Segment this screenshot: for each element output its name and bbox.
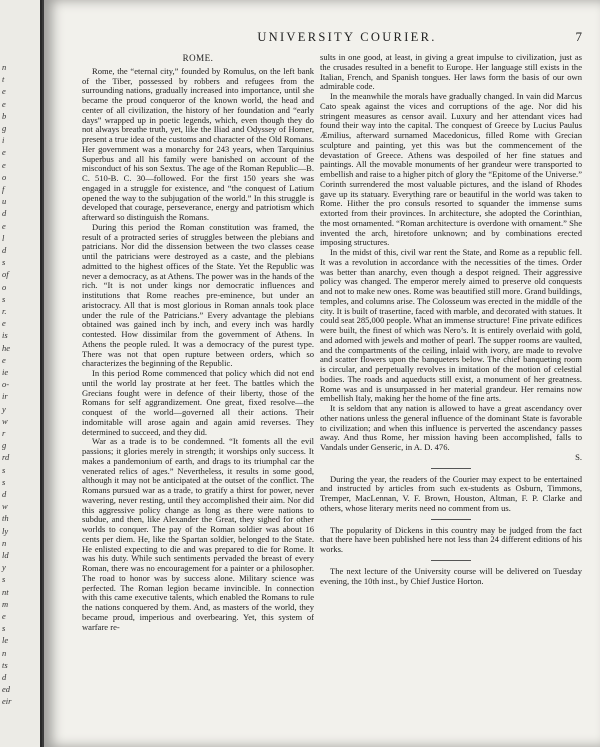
gutter-fragment: d [2, 672, 7, 682]
gutter-fragment: rd [2, 452, 10, 463]
gutter-fragment: he [2, 342, 11, 353]
gutter-fragment: l [2, 232, 5, 243]
gutter-fragment: le [2, 635, 9, 646]
gutter-fragment: m [2, 598, 9, 609]
section-divider [431, 519, 471, 520]
article-paragraph: In this period Rome commenced that policy which did not end until the world lay prostrate at her feet. The battles which the Grecians fought were in defence of their liberty, those of the Romans for self aggrandizement. One great, fixed resolve—the conquest of the world—governed all their actions. Their indomitable will arose again and again amid reverses. They determined to succeed, and they did. [82, 368, 314, 437]
gutter-fragment: b [2, 110, 7, 121]
gutter-fragment: nt [2, 586, 9, 597]
gutter-fragment: ir [2, 391, 8, 402]
section-divider [431, 560, 471, 561]
gutter-fragment: u [2, 196, 7, 207]
gutter-fragment: ed [2, 684, 11, 695]
gutter-fragment: ts [2, 659, 8, 670]
page-number: 7 [575, 29, 582, 44]
gutter-fragment: e [2, 147, 6, 158]
gutter-fragment: w [2, 501, 8, 512]
gutter-fragment: e [2, 159, 6, 170]
article-signature: S. [575, 451, 582, 462]
article-paragraph: sults in one good, at least, in giving a great impulse to civilization, just as the crusades resulted in a benefit to Europe. Her language still exists in the Italian, French, and Spanish tongues. Her laws form the basis of our own admirable code. [320, 52, 582, 92]
gutter-fragment: ld [2, 550, 9, 560]
gutter-fragment: of [2, 269, 9, 280]
notice-contributors: During the year, the readers of the Courier may expect to be entertained and instructed by articles from such ex-students as Osburn, Timmons, Tremper, MacLennan, V. F. Brown, Houston, Altman, F. P. Clarke and others, whose literary merits need no comment from us. [320, 473, 582, 513]
gutter-fragment: o [2, 171, 7, 182]
gutter-fragment: n [2, 647, 7, 658]
gutter-fragment: y [2, 403, 6, 414]
gutter-fragment: s [2, 623, 6, 634]
right-column [320, 53, 582, 586]
gutter-fragment: e [2, 354, 6, 365]
gutter-fragment: e [2, 318, 6, 329]
gutter-fragment: g [2, 123, 7, 133]
article-paragraph: War as a trade is to be condemned. “It foments all the evil passions; it glories merely in strength; it worships only success. It makes a pandemonium of earth, and drags to its triumphal car the venerated relics of ages.” Nevertheless, it results in some good, although it may not be anticipated at the outset of the conflict. The Romans pursued war as a trade, to gratify a thirst for power, never wavering, never resting, until they accomplished their aim. Nor did this aggressive policy change as long as there were nations to subdue, and then, like Alexander the Great, they sighed for other worlds to conquer. The pay of the Roman soldier was about 16 cents per diem. He, like the Spartan soldier, belonged to the State. He enlisted expecting to die and was prepared to die for Rome. It was his duty. While such sentiments pervaded the breast of every Roman, there was no encouragement for a painter or a philosopher. The road to honor was by success alone. Military science was perfected. The Roman legion became invincible. In connection with this came executive talents, which enabled the Romans to rule the nations conquered by them. And, as masters of the world, they became proud, imperious and overbearing. Yet, this system of warfare re- [82, 436, 314, 632]
gutter-fragment: t [2, 74, 5, 85]
article-paragraph: During this period the Roman constitution was framed, the result of a protracted series of struggles between the plebians and patricians. Nor did the dissension between the two classes cease until the patricians were destroyed as a caste, and the plebians admitted to the highest offices of the State. Yet the Republic was never a democracy, as at Athens. The power was in the hands of the rich. “It is not under kings nor democratic influences and institutions that Rome reaches pre-eminence, but under an aristocracy. All that is most glorious in Roman annals took place under the rule of the Patricians.” Every advantage the plebians obtained was gained inch by inch, and every inch was hardly contested. How dissimilar from the government of Athens. In Athens the people ruled. It was a democracy of the purest type. There was not that open rupture between orders, which so characterizes the beginning of the Republic. [82, 221, 314, 369]
gutter-fragment: e [2, 86, 6, 97]
gutter-fragment: s [2, 257, 6, 268]
notice-dickens: The popularity of Dickens in this country may be judged from the fact that there have been published here not less than 24 different editions of his works. [320, 524, 582, 554]
gutter-fragment: i [2, 135, 5, 146]
gutter-fragment: th [2, 513, 9, 524]
page-header [84, 30, 582, 46]
gutter-fragment: s [2, 293, 6, 304]
gutter-fragment: n [2, 62, 7, 72]
newspaper-page [44, 0, 600, 747]
gutter-fragment: eir [2, 696, 12, 707]
section-divider [431, 468, 471, 469]
gutter-fragment: is [2, 330, 8, 341]
gutter-fragment: s [2, 464, 6, 475]
gutter-fragment: e [2, 611, 6, 621]
gutter-fragment: y [2, 562, 6, 573]
article-paragraph: In the meanwhile the morals have gradually changed. In vain did Marcus Cato speak against the vices and corruptions of the age. Nor did his stringent measures as censor avail. Luxury and her attendant vices had found their way into the capital. The conquest of Greece by Lucius Paulus Æmilius, afterward surnamed Macedonicus, filled Rome with Grecian sculpture and painting, yet this was but the commencement of the devastation of Greece. Athens was despoiled of her fine statues and paintings. All the movable monuments of her grandeur were transported to embellish and raise to a higher pitch of glory the “Epitome of the Universe.” Corinth surrendered the most valuable pictures, and the island of Rhodes gave up its statuary. Everything rare or beautiful in the world was taken to Rome. Hither the pro consuls resorted to squander the immense sums extorted from their provinces. In architecture, she adopted the Corinthian, the most ornamented. “Roman architecture is overdone with ornament.” She invented the arch, hiretofore unknown; and by combinations erected imposing structures. [320, 91, 582, 248]
gutter-fragment: d [2, 489, 7, 499]
notice-lecture: The next lecture of the University course will be delivered on Tuesday evening, the 10th inst., by Chief Justice Horton. [320, 565, 582, 586]
gutter-fragment: ly [2, 525, 9, 536]
gutter-fragment: r. [2, 306, 7, 316]
gutter-fragment: n [2, 537, 7, 548]
article-paragraph: In the midst of this, civil war rent the State, and Rome as a republic fell. It was a revolution in accordance with the necessities of the times. Order was better than anarchy, even though a despot reigned. Their aggressive policy was changed. The emperor merely aimed to preserve old conquests and not to make new ones. Rome was beautified still more. Grand buildings, temples, and columns arise. The Colosseum was erected in the middle of the city. It is built of trasertine, faced with marble, and decorated with statues. It could seat 285,000 people. What an immense structure! Fine private edifices were built, the finest of which was Nero’s. It is entirely overlaid with gold, and adorned with jewels and mother of pearl. The supper rooms are vaulted, and the compartments of the ceiling, inlaid with ivory, are made to revolve and scatter flowers upon the banqueters below. The chief banqueting room is circular, and perpetually revolves in imitation of the motion of celestial bodies. The roads and aqueducts still exist, a monument of her greatness. Rome was and is unsurpassed in her material grandeur. Her remains now embellish Italy, making her the home of the fine arts. [320, 247, 582, 404]
article-heading: ROME. [182, 53, 214, 63]
gutter-fragment: ie [2, 367, 9, 377]
gutter-fragment: o- [2, 379, 10, 390]
gutter-fragment: g [2, 440, 7, 451]
masthead-title: UNIVERSITY COURIER. [257, 30, 437, 44]
gutter-fragment: o [2, 281, 7, 292]
gutter-fragment: s [2, 476, 6, 487]
gutter-fragment: f [2, 184, 5, 194]
article-paragraph: It is seldom that any nation is allowed to have a great ascendancy over other nations unless the general influence of the dominant State is favorable to civilization; and when this influence is perverted the ascendancy passes away. And thus Rome, her mission having been accomplished, falls to Vandals under Genseric, in A. D. 476. [320, 403, 582, 452]
left-column [82, 54, 314, 632]
previous-page-edge [0, 0, 42, 747]
gutter-fragment: e [2, 220, 6, 231]
gutter-fragment: d [2, 245, 7, 255]
gutter-fragment: s [2, 574, 6, 585]
gutter-fragment: w [2, 415, 8, 426]
article-paragraph: Rome, the “eternal city,” founded by Romulus, on the left bank of the Tiber, possessed by robbers and refugees from the surrounding nations, gradually increased into importance, until she became the proud conqueror of the known world, the head and center of all civilization, the history of her foundation and “early days” wrapped up in poetic legends, which, even though they do not always breathe truth, yet, like the Iliad and Odyssey of Homer, present a true idea of the customs and character of the Old Romans. Her government was a monarchy for 243 years, when Tarquinius Superbus and all his family were banished on account of the misconduct of his son Sextus. The age of the Roman Republic—B. C. 510-B. C. 30—followed. For the first 150 years she was engaged in a struggle for existence, and “the conquest of Latium opened the way to the subjugation of the world.” In this struggle is developed that courage, perseverance, energy and patriotism which afterward so distinguish the Romans. [82, 65, 314, 222]
gutter-fragment: r [2, 428, 6, 438]
gutter-fragment: e [2, 98, 6, 109]
gutter-fragment: d [2, 208, 7, 219]
